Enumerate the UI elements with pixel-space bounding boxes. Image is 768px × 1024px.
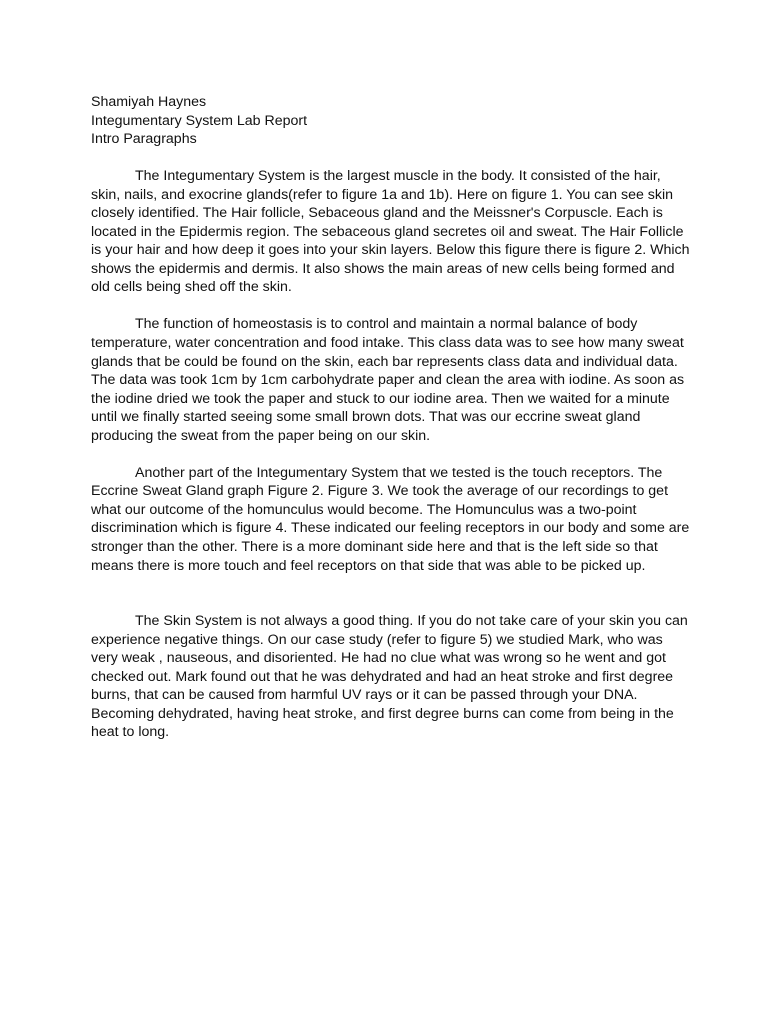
paragraph-homeostasis: The function of homeostasis is to control and maintain a normal balance of body temperature, water concentration and food intake. This class data was to see how many sweat glands that be could be found on the skin, each bar represents class data and individual data. The data was took 1cm by 1cm carbohydrate paper and clean the area with iodine. As soon as the iodine dried we took the paper and stuck to our iodine area. Then we waited for a minute until we finally started seeing some small brown dots. That was our eccrine sweat gland producing the sweat from the paper being on our skin.: [91, 316, 685, 444]
paragraph-skin-system: The Skin System is not always a good thing. If you do not take care of your skin you can experience negative things. On our case study (refer to figure 5) we studied Mark, who was very weak , nauseous, and disoriented. He had no clue what was wrong so he went and got checked out. Mark found out that he was dehydrated and had an heat stroke and first degree burns, that can be caused from harmful UV rays or it can be passed through your DNA. Becoming dehydrated, having heat stroke, and first degree burns can come from being in the heat to long.: [91, 613, 688, 741]
spacer: [91, 445, 691, 464]
spacer: [91, 297, 691, 316]
report-title: Integumentary System Lab Report: [91, 112, 308, 129]
section-title: Intro Paragraphs: [91, 131, 197, 148]
spacer: [91, 575, 691, 612]
author-name: Shamiyah Haynes: [91, 94, 207, 110]
spacer: [91, 149, 691, 168]
paragraph-integumentary-intro: The Integumentary System is the largest muscle in the body. It consisted of the hair, skin, nails, and exocrine glands(refer to figure 1a and 1b). Here on figure 1. You can see skin closely identified. The Hair follicle, Sebaceous gland and the Meissner's Corpuscle. Each is located in the Epidermis region. The sebaceous gland secretes oil and sweat. The Hair Follicle is your hair and how deep it goes into your skin layers. Below this figure there is figure 2. Which shows the epidermis and dermis. It also shows the main areas of new cells being formed and old cells being shed off the skin.: [91, 168, 690, 296]
paragraph-touch-receptors: Another part of the Integumentary System that we tested is the touch receptors. The Eccrine Sweat Gland graph Figure 2. Figure 3. We took the average of our recordings to get what our outcome of the homunculus would become. The Homunculus was a two-point discrimination which is figure 4. These indicated our feeling receptors in our body and some are stronger than the other. There is a more dominant side here and that is the left side so that means there is more touch and feel receptors on that side that was able to be picked up.: [91, 464, 690, 574]
document-body: [91, 93, 691, 742]
